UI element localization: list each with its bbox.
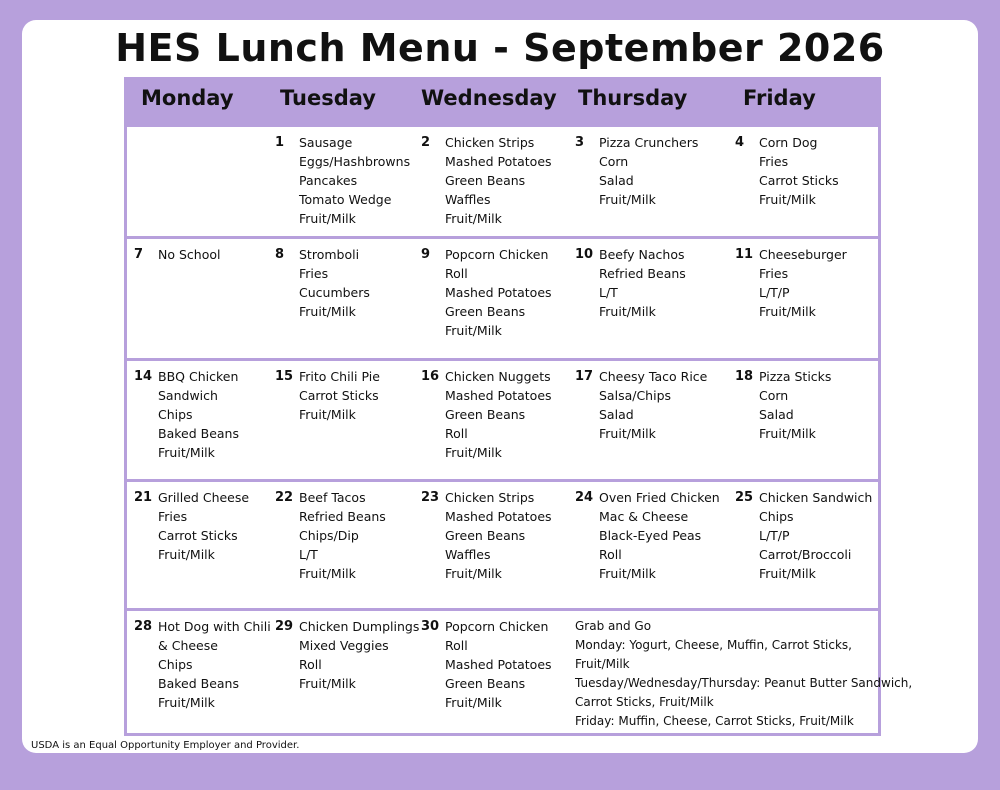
menu-item: Fries xyxy=(759,266,789,281)
date-number: 28 xyxy=(134,619,153,634)
date-number: 11 xyxy=(735,247,754,262)
menu-item: Mac & Cheese xyxy=(599,509,689,524)
header-tuesday: Tuesday xyxy=(280,86,376,110)
menu-items xyxy=(445,367,552,462)
menu-items xyxy=(158,488,249,564)
menu-items xyxy=(158,617,271,712)
menu-item: Roll xyxy=(599,547,622,562)
menu-item: Salad xyxy=(759,407,794,422)
menu-item: Fruit/Milk xyxy=(599,192,656,207)
menu-items xyxy=(158,245,220,264)
week-row xyxy=(127,608,913,733)
menu-item: Pizza Sticks xyxy=(759,369,832,384)
menu-item: Fruit/Milk xyxy=(599,566,656,581)
menu-item: Carrot Sticks xyxy=(759,173,839,188)
menu-items xyxy=(445,133,552,228)
menu-item: Cheesy Taco Rice xyxy=(599,369,708,384)
menu-item: Grilled Cheese xyxy=(158,490,250,505)
menu-item: Green Beans xyxy=(445,407,526,422)
date-number: 23 xyxy=(421,490,440,505)
menu-item: Fruit/Milk xyxy=(158,547,215,562)
date-number: 10 xyxy=(575,247,594,262)
date-number: 7 xyxy=(134,247,144,262)
menu-item: Sausage xyxy=(299,135,353,150)
date-number: 22 xyxy=(275,490,294,505)
menu-item: Carrot Sticks xyxy=(158,528,238,543)
menu-item: Roll xyxy=(445,266,468,281)
menu-item: Fruit/Milk xyxy=(299,304,356,319)
date-number: 25 xyxy=(735,490,754,505)
menu-item: BBQ Chicken xyxy=(158,369,239,384)
page-title: HES Lunch Menu - September 2026 xyxy=(115,26,885,70)
date-number: 8 xyxy=(275,247,285,262)
grab-and-go-line: Monday: Yogurt, Cheese, Muffin, Carrot Sticks, xyxy=(575,638,852,652)
menu-item: Roll xyxy=(445,426,468,441)
date-number: 2 xyxy=(421,135,431,150)
menu-item: Fruit/Milk xyxy=(759,426,816,441)
header-friday: Friday xyxy=(743,86,816,110)
week-row xyxy=(127,479,878,608)
menu-item: Fruit/Milk xyxy=(759,192,816,207)
menu-item: Fruit/Milk xyxy=(599,304,656,319)
menu-item: Pizza Crunchers xyxy=(599,135,699,150)
menu-item: Popcorn Chicken xyxy=(445,247,549,262)
menu-items xyxy=(445,245,552,340)
menu-item: Stromboli xyxy=(299,247,360,262)
menu-item: Fries xyxy=(299,266,329,281)
menu-items xyxy=(299,133,410,228)
menu-item: Mashed Potatoes xyxy=(445,154,552,169)
date-number: 1 xyxy=(275,135,285,150)
menu-item: Tomato Wedge xyxy=(299,192,392,207)
menu-item: Fruit/Milk xyxy=(158,695,215,710)
menu-item: Corn Dog xyxy=(759,135,818,150)
menu-item: Fruit/Milk xyxy=(299,211,356,226)
grab-and-go-line: Fruit/Milk xyxy=(575,657,630,671)
menu-item: Fruit/Milk xyxy=(445,323,502,338)
menu-items xyxy=(299,488,386,583)
menu-items xyxy=(599,367,707,443)
menu-item: Carrot/Broccoli xyxy=(759,547,852,562)
lunch-calendar xyxy=(124,77,913,736)
menu-item: Eggs/Hashbrowns xyxy=(299,154,411,169)
menu-item: Sandwich xyxy=(158,388,218,403)
menu-item: Corn xyxy=(759,388,789,403)
menu-item: Refried Beans xyxy=(299,509,386,524)
menu-item: Green Beans xyxy=(445,173,526,188)
menu-item: Chicken Nuggets xyxy=(445,369,551,384)
menu-item: Hot Dog with Chili xyxy=(158,619,271,634)
date-number: 24 xyxy=(575,490,594,505)
menu-items xyxy=(599,133,698,209)
header-thursday: Thursday xyxy=(578,86,688,110)
menu-item: Beefy Nachos xyxy=(599,247,685,262)
menu-item: Salad xyxy=(599,173,634,188)
menu-item: Beef Tacos xyxy=(299,490,366,505)
date-number: 18 xyxy=(735,369,754,384)
menu-items xyxy=(445,488,552,583)
menu-item: Waffles xyxy=(445,547,491,562)
menu-item: Fruit/Milk xyxy=(445,566,502,581)
menu-item: Chips xyxy=(158,407,193,422)
usda-footer: USDA is an Equal Opportunity Employer and Provider. xyxy=(31,740,300,751)
menu-item: L/T/P xyxy=(759,285,790,300)
menu-item: Frito Chili Pie xyxy=(299,369,380,384)
date-number: 15 xyxy=(275,369,294,384)
menu-item: Chips/Dip xyxy=(299,528,359,543)
week-row xyxy=(127,358,878,479)
menu-item: Mashed Potatoes xyxy=(445,657,552,672)
menu-item: Cucumbers xyxy=(299,285,370,300)
menu-item: L/T/P xyxy=(759,528,790,543)
menu-item: Mixed Veggies xyxy=(299,638,389,653)
menu-item: Chicken Strips xyxy=(445,490,535,505)
menu-items xyxy=(599,488,720,583)
menu-item: Oven Fried Chicken xyxy=(599,490,720,505)
menu-item: Black-Eyed Peas xyxy=(599,528,702,543)
date-number: 9 xyxy=(421,247,431,262)
menu-items xyxy=(299,367,380,424)
header-wednesday: Wednesday xyxy=(421,86,557,110)
menu-items xyxy=(299,245,370,321)
menu-item: Fruit/Milk xyxy=(759,566,816,581)
menu-items xyxy=(759,367,831,443)
menu-item: Waffles xyxy=(445,192,491,207)
menu-item: Chips xyxy=(158,657,193,672)
menu-item: Green Beans xyxy=(445,304,526,319)
date-number: 14 xyxy=(134,369,153,384)
menu-item: Green Beans xyxy=(445,676,526,691)
menu-item: Chips xyxy=(759,509,794,524)
menu-item: Fries xyxy=(759,154,789,169)
menu-item: Green Beans xyxy=(445,528,526,543)
menu-item: Fruit/Milk xyxy=(299,407,356,422)
menu-item: Fruit/Milk xyxy=(445,445,502,460)
menu-item: Carrot Sticks xyxy=(299,388,379,403)
menu-item: Roll xyxy=(299,657,322,672)
grab-and-go-box xyxy=(575,617,912,731)
menu-items xyxy=(759,133,839,209)
menu-item: Baked Beans xyxy=(158,426,239,441)
menu-item: Baked Beans xyxy=(158,676,239,691)
menu-items xyxy=(158,367,239,462)
header-monday: Monday xyxy=(141,86,234,110)
menu-item: Fruit/Milk xyxy=(759,304,816,319)
menu-item: Salsa/Chips xyxy=(599,388,672,403)
menu-item: Refried Beans xyxy=(599,266,686,281)
menu-item: No School xyxy=(158,247,221,262)
menu-item: Fries xyxy=(158,509,188,524)
menu-items xyxy=(599,245,686,321)
date-number: 16 xyxy=(421,369,440,384)
menu-items xyxy=(445,617,552,712)
date-number: 21 xyxy=(134,490,153,505)
menu-item: Pancakes xyxy=(299,173,358,188)
menu-item: Fruit/Milk xyxy=(445,695,502,710)
weekday-header-row xyxy=(127,80,878,124)
week-row xyxy=(127,124,878,236)
menu-item: Cheeseburger xyxy=(759,247,847,262)
menu-item: Salad xyxy=(599,407,634,422)
menu-item: & Cheese xyxy=(158,638,218,653)
date-number: 17 xyxy=(575,369,594,384)
menu-items xyxy=(759,488,872,583)
menu-item: Mashed Potatoes xyxy=(445,509,552,524)
grab-and-go-title: Grab and Go xyxy=(575,619,652,633)
menu-items xyxy=(299,617,419,693)
menu-item: Fruit/Milk xyxy=(158,445,215,460)
grab-and-go-line: Friday: Muffin, Cheese, Carrot Sticks, Fruit/Milk xyxy=(575,714,854,728)
week-row xyxy=(127,236,878,358)
menu-item: Chicken Dumplings xyxy=(299,619,420,634)
menu-item: Popcorn Chicken xyxy=(445,619,549,634)
menu-item: Mashed Potatoes xyxy=(445,388,552,403)
menu-item: Corn xyxy=(599,154,629,169)
menu-item: L/T xyxy=(299,547,318,562)
date-number: 29 xyxy=(275,619,294,634)
grab-and-go-line: Tuesday/Wednesday/Thursday: Peanut Butter Sandwich, xyxy=(575,676,913,690)
grab-and-go-line: Carrot Sticks, Fruit/Milk xyxy=(575,695,714,709)
menu-item: Chicken Strips xyxy=(445,135,535,150)
date-number: 4 xyxy=(735,135,745,150)
menu-item: L/T xyxy=(599,285,618,300)
date-number: 3 xyxy=(575,135,585,150)
menu-item: Fruit/Milk xyxy=(299,566,356,581)
date-number: 30 xyxy=(421,619,440,634)
menu-item: Chicken Sandwich xyxy=(759,490,873,505)
menu-item: Fruit/Milk xyxy=(445,211,502,226)
menu-item: Mashed Potatoes xyxy=(445,285,552,300)
menu-item: Roll xyxy=(445,638,468,653)
menu-items xyxy=(759,245,847,321)
menu-item: Fruit/Milk xyxy=(599,426,656,441)
menu-item: Fruit/Milk xyxy=(299,676,356,691)
